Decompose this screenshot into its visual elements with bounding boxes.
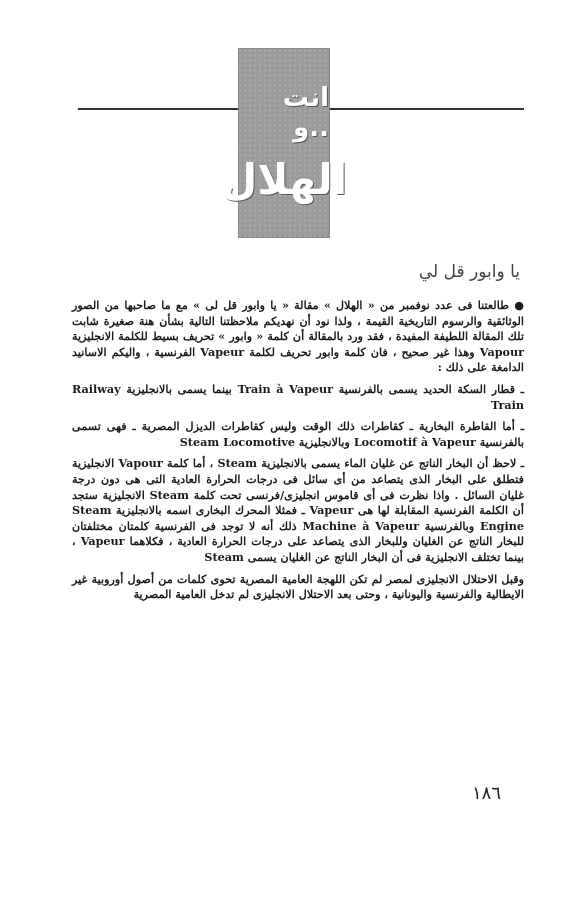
masthead-logo — [220, 48, 348, 238]
masthead-line1: انت ..و — [282, 82, 329, 143]
paragraph-5: وقبل الاحتلال الانجليزى لمصر لم تكن اللهجة العامية المصرية تحوى كلمات من أصول أوروبية غير الايطالية والفرنسية واليونانية ، وحتى بعد الاحتلال الانجليزى لم تدخل العامية المصرية — [72, 571, 524, 602]
masthead-line2: الهلال — [220, 154, 348, 204]
paragraph-3: ـ أما القاطرة البخارية ـ كقاطرات ذلك الوقت وليس كقاطرات الديزل المصرية ـ فهى تسمى بالفرنسية Locomotif à Vapeur وبالانجليزية Steam Locomotive — [72, 419, 524, 449]
page-number: ١٨٦ — [472, 783, 502, 804]
paragraph-4: ـ لاحظ أن البخار الناتج عن غليان الماء يسمى بالانجليزية Steam ، أما كلمة Vapour الانجليزية فتطلق على البخار الذى يتصاعد من أى سائل فى درجات الحرارة العادية التى هى دون درجة غليان السائل . واذا نظرت فى أى قاموس انجليزى/فرنسى تحت كلمة Steam الانجليزية ستجد أن الكلمة الفرنسية المقابلة لها هى Vapeur ـ فمثلا المحرك البخارى اسمه بالانجليزية Steam Engine وبالفرنسية Machine à Vapeur ذلك أنه لا توجد فى الفرنسية كلمتان مختلفتان للبخار الناتج عن الغليان وللبخار الذى يتصاعد على درجات الحرارة العادية ، فكلاهما Vapeur ، بينما تختلف الانجليزية فى أن البخار الناتج عن الغليان يسمى Steam — [72, 456, 524, 564]
paragraph-2: ـ قطار السكة الحديد يسمى بالفرنسية Train à Vapeur بينما يسمى بالانجليزية Railway Train — [72, 381, 525, 412]
paragraph-1: ● طالعتنا فى عدد نوفمبر من « الهلال » مقالة « يا وابور قل لى » مع ما صاحبها من الصور الوثائقية والرسوم التاريخية القيمة ، ولذا نود أن نهديكم ملاحظتنا التالية بشأن هنة صغيرة شابت تلك المقالة اللطيفة المفيدة ، فقد ورد بالمقالة أن كلمة « وابور » تحريف بسيط للكلمة الانجليزية Vapour وهذا غير صحيح ، فان كلمة وابور تحريف لكلمة Vapeur الفرنسية ، واليكم الاسانيد الدامغة على ذلك : — [72, 298, 525, 375]
article-body — [72, 298, 524, 609]
section-heading: يا وابور قل لي — [418, 262, 520, 282]
